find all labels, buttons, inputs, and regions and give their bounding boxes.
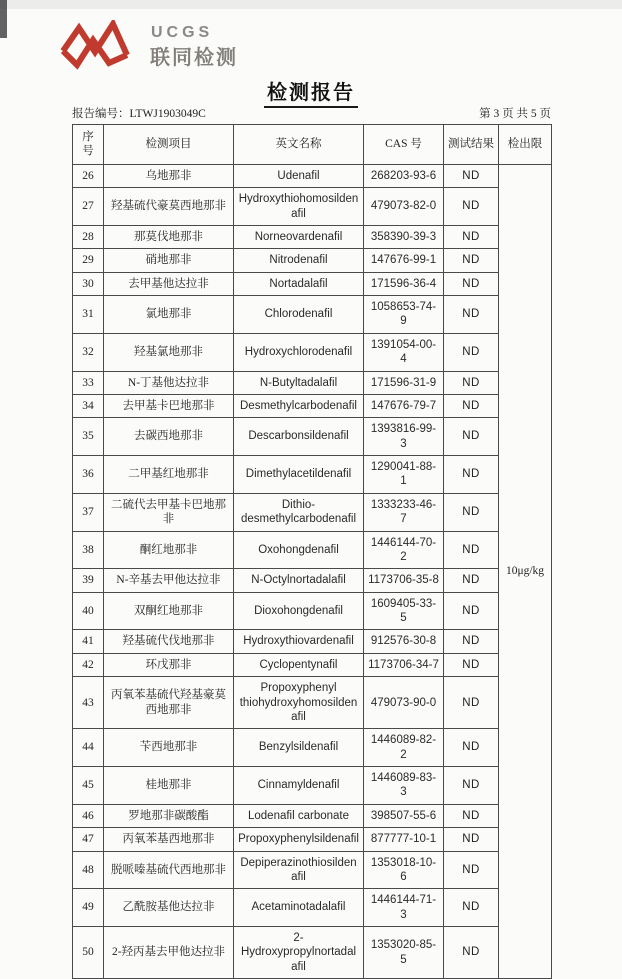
table-row xyxy=(73,456,552,494)
table-row xyxy=(73,493,552,531)
test-result-cell: ND xyxy=(444,249,499,272)
item-name-cell: 硝地那非 xyxy=(104,249,234,272)
english-name-cell: Acetaminotadalafil xyxy=(234,889,364,927)
scan-corner-artifact xyxy=(0,0,7,38)
test-result-cell: ND xyxy=(444,371,499,394)
cas-number-cell: 268203-93-6 xyxy=(364,164,444,187)
english-name-cell: Propoxyphenyl thiohydroxyhomosildenafil xyxy=(234,677,364,729)
ucgs-logo-icon xyxy=(60,20,132,70)
cas-number-cell: 171596-31-9 xyxy=(364,371,444,394)
table-row xyxy=(73,249,552,272)
row-number-cell: 31 xyxy=(73,296,104,334)
row-number-cell: 29 xyxy=(73,249,104,272)
test-result-cell: ND xyxy=(444,225,499,248)
cas-number-cell: 1290041-88-1 xyxy=(364,456,444,494)
table-row xyxy=(73,729,552,767)
table-row xyxy=(73,394,552,417)
cas-number-cell: 147676-99-1 xyxy=(364,249,444,272)
cas-number-cell: 147676-79-7 xyxy=(364,394,444,417)
row-number-cell: 44 xyxy=(73,729,104,767)
table-row xyxy=(73,927,552,979)
item-name-cell: 羟基硫代豪莫西地那非 xyxy=(104,188,234,226)
english-name-cell: 2-Hydroxypropylnortadalafil xyxy=(234,927,364,979)
cas-number-cell: 358390-39-3 xyxy=(364,225,444,248)
cas-number-cell: 479073-90-0 xyxy=(364,677,444,729)
cas-number-cell: 1353018-10-6 xyxy=(364,851,444,889)
item-name-cell: N-辛基去甲他达拉非 xyxy=(104,569,234,592)
item-name-cell: 去甲基卡巴地那非 xyxy=(104,394,234,417)
item-name-cell: 丙氧苯基硫代羟基豪莫西地那非 xyxy=(104,677,234,729)
english-name-cell: Norneovardenafil xyxy=(234,225,364,248)
row-number-cell: 39 xyxy=(73,569,104,592)
page-title: 检测报告 xyxy=(0,76,622,108)
test-result-cell: ND xyxy=(444,569,499,592)
english-name-cell: N-Butyltadalafil xyxy=(234,371,364,394)
row-number-cell: 35 xyxy=(73,418,104,456)
test-result-cell: ND xyxy=(444,927,499,979)
english-name-cell: Desmethylcarbodenafil xyxy=(234,394,364,417)
row-number-cell: 48 xyxy=(73,851,104,889)
cas-number-cell: 1446144-70-2 xyxy=(364,531,444,569)
row-number-cell: 34 xyxy=(73,394,104,417)
col-header-limit: 检出限 xyxy=(499,125,552,165)
english-name-cell: Dioxohongdenafil xyxy=(234,592,364,630)
col-header-result: 测试结果 xyxy=(444,125,499,165)
table-row xyxy=(73,677,552,729)
table-row xyxy=(73,828,552,851)
table-row xyxy=(73,418,552,456)
row-number-cell: 30 xyxy=(73,272,104,295)
english-name-cell: Hydroxychlorodenafil xyxy=(234,333,364,371)
english-name-cell: Chlorodenafil xyxy=(234,296,364,334)
table-row xyxy=(73,188,552,226)
item-name-cell: 苄西地那非 xyxy=(104,729,234,767)
row-number-cell: 40 xyxy=(73,592,104,630)
table-row xyxy=(73,333,552,371)
item-name-cell: 双酮红地那非 xyxy=(104,592,234,630)
item-name-cell: 环戊那非 xyxy=(104,653,234,676)
cas-number-cell: 1333233-46-7 xyxy=(364,493,444,531)
item-name-cell: 脱哌嗪基硫代西地那非 xyxy=(104,851,234,889)
english-name-cell: Lodenafil carbonate xyxy=(234,804,364,827)
item-name-cell: N-丁基他达拉非 xyxy=(104,371,234,394)
table-row xyxy=(73,630,552,653)
test-result-cell: ND xyxy=(444,418,499,456)
row-number-cell: 32 xyxy=(73,333,104,371)
item-name-cell: 羟基硫代伐地那非 xyxy=(104,630,234,653)
col-header-no: 序号 xyxy=(73,125,104,165)
cas-number-cell: 1058653-74-9 xyxy=(364,296,444,334)
test-result-cell: ND xyxy=(444,767,499,805)
table-row xyxy=(73,889,552,927)
row-number-cell: 41 xyxy=(73,630,104,653)
english-name-cell: Dimethylacetildenafil xyxy=(234,456,364,494)
col-header-cas: CAS 号 xyxy=(364,125,444,165)
test-result-cell: ND xyxy=(444,531,499,569)
english-name-cell: Oxohongdenafil xyxy=(234,531,364,569)
test-result-cell: ND xyxy=(444,394,499,417)
table-row xyxy=(73,851,552,889)
test-result-cell: ND xyxy=(444,333,499,371)
test-result-cell: ND xyxy=(444,592,499,630)
brand-acronym: UCGS xyxy=(151,24,214,41)
table-row xyxy=(73,225,552,248)
row-number-cell: 26 xyxy=(73,164,104,187)
english-name-cell: Nortadalafil xyxy=(234,272,364,295)
row-number-cell: 50 xyxy=(73,927,104,979)
test-result-cell: ND xyxy=(444,456,499,494)
english-name-cell: N-Octylnortadalafil xyxy=(234,569,364,592)
table-row xyxy=(73,569,552,592)
detection-limit-cell: 10μg/kg xyxy=(499,164,552,978)
test-result-cell: ND xyxy=(444,851,499,889)
row-number-cell: 42 xyxy=(73,653,104,676)
cas-number-cell: 171596-36-4 xyxy=(364,272,444,295)
table-row xyxy=(73,531,552,569)
english-name-cell: Nitrodenafil xyxy=(234,249,364,272)
test-result-cell: ND xyxy=(444,493,499,531)
item-name-cell: 乙酰胺基他达拉非 xyxy=(104,889,234,927)
cas-number-cell: 1353020-85-5 xyxy=(364,927,444,979)
row-number-cell: 38 xyxy=(73,531,104,569)
test-result-cell: ND xyxy=(444,188,499,226)
cas-number-cell: 1173706-34-7 xyxy=(364,653,444,676)
row-number-cell: 27 xyxy=(73,188,104,226)
english-name-cell: Depiperazinothiosildenafil xyxy=(234,851,364,889)
cas-number-cell: 877777-10-1 xyxy=(364,828,444,851)
test-result-cell: ND xyxy=(444,272,499,295)
cas-number-cell: 1173706-35-8 xyxy=(364,569,444,592)
cas-number-cell: 1609405-33-5 xyxy=(364,592,444,630)
item-name-cell: 2-羟丙基去甲他达拉非 xyxy=(104,927,234,979)
row-number-cell: 43 xyxy=(73,677,104,729)
cas-number-cell: 479073-82-0 xyxy=(364,188,444,226)
item-name-cell: 罗地那非碳酸酯 xyxy=(104,804,234,827)
test-result-cell: ND xyxy=(444,804,499,827)
row-number-cell: 37 xyxy=(73,493,104,531)
report-meta xyxy=(72,105,551,121)
row-number-cell: 49 xyxy=(73,889,104,927)
test-result-cell: ND xyxy=(444,653,499,676)
item-name-cell: 丙氧苯基西地那非 xyxy=(104,828,234,851)
english-name-cell: Propoxyphenylsildenafil xyxy=(234,828,364,851)
scan-edge-band xyxy=(0,0,622,9)
table-row xyxy=(73,767,552,805)
col-header-item: 检测项目 xyxy=(104,125,234,165)
english-name-cell: Descarbonsildenafil xyxy=(234,418,364,456)
cas-number-cell: 1446089-82-2 xyxy=(364,729,444,767)
test-result-cell: ND xyxy=(444,889,499,927)
cas-number-cell: 1391054-00-4 xyxy=(364,333,444,371)
table-row xyxy=(73,804,552,827)
english-name-cell: Cinnamyldenafil xyxy=(234,767,364,805)
row-number-cell: 36 xyxy=(73,456,104,494)
english-name-cell: Cyclopentynafil xyxy=(234,653,364,676)
row-number-cell: 46 xyxy=(73,804,104,827)
item-name-cell: 氯地那非 xyxy=(104,296,234,334)
test-result-cell: ND xyxy=(444,164,499,187)
row-number-cell: 45 xyxy=(73,767,104,805)
brand-name: 联同检测 xyxy=(150,47,238,69)
english-name-cell: Hydroxythiohomosildenafil xyxy=(234,188,364,226)
test-result-cell: ND xyxy=(444,677,499,729)
test-result-cell: ND xyxy=(444,296,499,334)
item-name-cell: 二硫代去甲基卡巴地那非 xyxy=(104,493,234,531)
table-row xyxy=(73,164,552,187)
item-name-cell: 乌地那非 xyxy=(104,164,234,187)
page-indicator: 第 3 页 共 5 页 xyxy=(479,108,551,120)
table-header-row xyxy=(73,125,552,165)
table-row xyxy=(73,371,552,394)
cas-number-cell: 912576-30-8 xyxy=(364,630,444,653)
row-number-cell: 33 xyxy=(73,371,104,394)
test-result-cell: ND xyxy=(444,729,499,767)
row-number-cell: 47 xyxy=(73,828,104,851)
test-results-table xyxy=(72,124,552,979)
english-name-cell: Udenafil xyxy=(234,164,364,187)
item-name-cell: 去碳西地那非 xyxy=(104,418,234,456)
item-name-cell: 去甲基他达拉非 xyxy=(104,272,234,295)
cas-number-cell: 1446144-71-3 xyxy=(364,889,444,927)
cas-number-cell: 1446089-83-3 xyxy=(364,767,444,805)
english-name-cell: Hydroxythiovardenafil xyxy=(234,630,364,653)
cas-number-cell: 398507-55-6 xyxy=(364,804,444,827)
english-name-cell: Dithio-desmethylcarbodenafil xyxy=(234,493,364,531)
col-header-english: 英文名称 xyxy=(234,125,364,165)
table-row xyxy=(73,592,552,630)
item-name-cell: 二甲基红地那非 xyxy=(104,456,234,494)
item-name-cell: 酮红地那非 xyxy=(104,531,234,569)
row-number-cell: 28 xyxy=(73,225,104,248)
table-row xyxy=(73,296,552,334)
item-name-cell: 桂地那非 xyxy=(104,767,234,805)
cas-number-cell: 1393816-99-3 xyxy=(364,418,444,456)
table-row xyxy=(73,653,552,676)
english-name-cell: Benzylsildenafil xyxy=(234,729,364,767)
item-name-cell: 那莫伐地那非 xyxy=(104,225,234,248)
table-row xyxy=(73,272,552,295)
item-name-cell: 羟基氯地那非 xyxy=(104,333,234,371)
test-result-cell: ND xyxy=(444,630,499,653)
report-number: 报告编号：LTWJ1903049C xyxy=(72,108,206,120)
test-result-cell: ND xyxy=(444,828,499,851)
